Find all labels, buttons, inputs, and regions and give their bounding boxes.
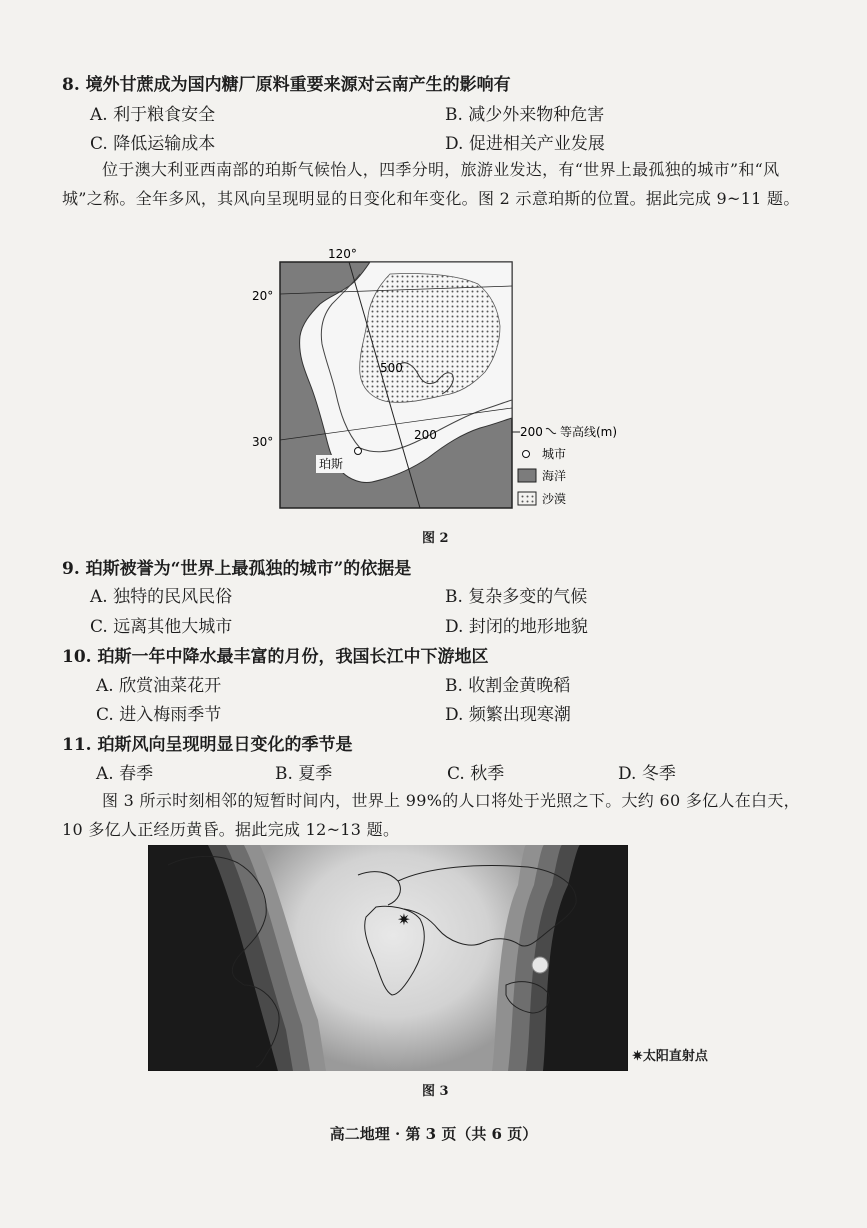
q9-option-a: A. 独特的民风民俗	[90, 587, 233, 607]
figure-2-legend	[512, 424, 617, 506]
q8-option-b: B. 减少外来物种危害	[445, 105, 605, 125]
q10-option-c: C. 进入梅雨季节	[96, 705, 222, 725]
legend-contour-sample: 200	[520, 425, 543, 439]
question-9-stem: 9. 珀斯被誉为“世界上最孤独的城市”的依据是	[62, 559, 412, 579]
legend-subsolar-label: 太阳直射点	[642, 1049, 708, 1064]
figure-3-world-map	[148, 845, 628, 1071]
page-footer: 高二地理 · 第 3 页（共 6 页）	[329, 1125, 538, 1143]
legend-city-label: 城市	[542, 447, 567, 461]
q10-option-b: B. 收割金黄晚稻	[445, 676, 571, 696]
perth-city-marker	[355, 448, 362, 455]
sun-icon: ✷	[632, 1049, 643, 1064]
q8-option-c: C. 降低运输成本	[90, 134, 216, 154]
perth-label: 珀斯	[319, 457, 344, 471]
q11-option-d: D. 冬季	[618, 764, 676, 784]
q9-option-b: B. 复杂多变的气候	[445, 587, 588, 607]
q10-option-a: A. 欣赏油菜花开	[96, 676, 222, 696]
subsolar-point-icon: ✷	[397, 910, 411, 929]
legend-desert-label: 沙漠	[542, 492, 567, 506]
legend-contour-label: 等高线(m)	[560, 425, 618, 439]
figure-2-caption: 图 2	[422, 531, 449, 546]
question-10-stem: 10. 珀斯一年中降水最丰富的月份，我国长江中下游地区	[62, 647, 489, 667]
passage-daylight: 图 3 所示时刻相邻的短暂时间内，世界上 99%的人口将处于光照之下。大约 60 多亿人在白天，10 多亿人正经历黄昏。据此完成 12~13 题。	[62, 791, 800, 839]
legend-city-icon	[523, 451, 530, 458]
label-lat-20: 20°	[252, 289, 274, 303]
question-11-stem: 11. 珀斯风向呈现明显日变化的季节是	[62, 735, 353, 755]
passage-perth: 位于澳大利亚西南部的珀斯气候怡人，四季分明，旅游业发达，有“世界上最孤独的城市”和“风城”之称。全年多风，其风向呈现明显的日变化和年变化。图 2 示意珀斯的位置。据此完成 9~11 题。	[62, 160, 800, 208]
label-contour-500: 500	[380, 361, 403, 375]
question-8-stem: 8. 境外甘蔗成为国内糖厂原料重要来源对云南产生的影响有	[62, 75, 511, 95]
q11-option-a: A. 春季	[96, 764, 154, 784]
q8-option-d: D. 促进相关产业发展	[445, 134, 605, 154]
label-contour-200: 200	[414, 428, 437, 442]
legend-desert-swatch	[518, 492, 536, 505]
q9-option-d: D. 封闭的地形地貌	[445, 617, 588, 637]
q10-option-d: D. 频繁出现寒潮	[445, 705, 571, 725]
legend-ocean-swatch	[518, 469, 536, 482]
figure-3-caption: 图 3	[422, 1084, 449, 1099]
label-lon-120: 120°	[328, 247, 357, 261]
legend-ocean-label: 海洋	[542, 469, 567, 483]
q8-option-a: A. 利于粮食安全	[90, 105, 216, 125]
bright-marker	[532, 957, 548, 973]
legend-contour-icon	[546, 428, 556, 433]
q9-option-c: C. 远离其他大城市	[90, 617, 233, 637]
figure-3-legend	[632, 1045, 708, 1064]
figure-2-map	[250, 244, 655, 534]
q11-option-b: B. 夏季	[275, 764, 333, 784]
label-lat-30: 30°	[252, 435, 274, 449]
q11-option-c: C. 秋季	[447, 764, 505, 784]
